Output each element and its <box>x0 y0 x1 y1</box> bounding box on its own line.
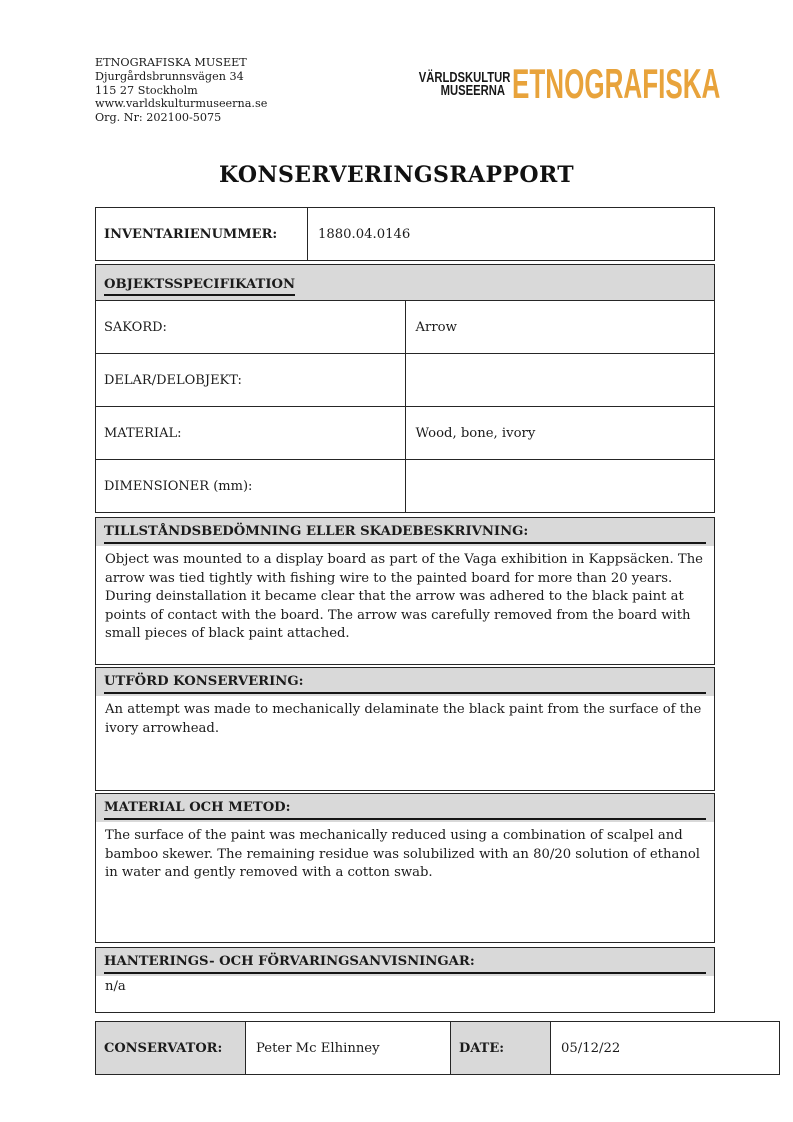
table-row <box>96 208 715 261</box>
condition-section-header: TILLSTÅNDSBEDÖMNING ELLER SKADEBESKRIVNING: <box>104 524 706 544</box>
address-line: Djurgårdsbrunnsvägen 34 <box>95 69 244 83</box>
conservator-table <box>95 1021 780 1075</box>
report-form <box>95 207 715 1075</box>
section-handling-storage <box>95 947 715 1013</box>
table-row <box>96 265 715 301</box>
object-specification-header-cell <box>96 265 715 301</box>
section-condition <box>95 517 715 665</box>
address-line: 115 27 Stockholm <box>95 83 198 97</box>
treatment-section-header: UTFÖRD KONSERVERING: <box>104 674 706 694</box>
date-value: 05/12/22 <box>551 1022 780 1075</box>
sender-address <box>95 56 267 125</box>
table-row <box>96 354 715 407</box>
address-line: Org. Nr: 202100-5075 <box>95 111 222 125</box>
logo-wordmark: ETNOGRAFISKA <box>512 60 721 107</box>
address-line: www.varldskulturmuseerna.se <box>95 97 268 111</box>
logo-museerna-text: MUSEERNA <box>440 82 505 99</box>
handling-storage-section-body: n/a <box>105 979 126 994</box>
dimensioner-label: DIMENSIONER (mm): <box>96 460 406 513</box>
material-method-section-body: The surface of the paint was mechanically reduced using a combination of scalpel and bamboo skewer. The remaining residue was solubilized with an 80/20 solution of ethanol in water and gently removed with a cotton swab. <box>105 828 700 881</box>
object-specification-table <box>95 264 715 513</box>
object-specification-header: OBJEKTSSPECIFIKATION <box>104 277 295 296</box>
handling-storage-section-header: HANTERINGS- OCH FÖRVARINGSANVISNINGAR: <box>104 954 706 974</box>
conservator-value: Peter Mc Elhinney <box>246 1022 451 1075</box>
sakord-label: SAKORD: <box>96 301 406 354</box>
inventory-table <box>95 207 715 261</box>
museum-logo <box>418 60 721 107</box>
logo-museerna-block <box>418 68 511 99</box>
condition-section-body: Object was mounted to a display board as part of the Vaga exhibition in Kappsäcken. The arrow was tied tightly with fishing wire to the painted board for more than 20 years. During deinstallation it became clear that the arrow was adhered to the black paint at points of contact with the board. The arrow was carefully removed from the board with small pieces of black paint attached. <box>105 552 703 642</box>
treatment-section-body: An attempt was made to mechanically delaminate the black paint from the surface of the ivory arrowhead. <box>105 702 702 736</box>
material-method-section-header: MATERIAL OCH METOD: <box>104 800 706 820</box>
delar-delobjekt-label: DELAR/DELOBJEKT: <box>96 354 406 407</box>
material-label: MATERIAL: <box>96 407 406 460</box>
material-value: Wood, bone, ivory <box>405 407 715 460</box>
inventory-number-value: 1880.04.0146 <box>308 208 715 261</box>
inventory-number-label: INVENTARIENUMMER: <box>96 208 308 261</box>
date-label: DATE: <box>451 1022 551 1075</box>
delar-delobjekt-value <box>405 354 715 407</box>
table-row <box>96 460 715 513</box>
table-row <box>96 1022 780 1075</box>
dimensioner-value <box>405 460 715 513</box>
section-treatment <box>95 667 715 791</box>
conservator-label: CONSERVATOR: <box>96 1022 246 1075</box>
page-title: KONSERVERINGSRAPPORT <box>218 162 575 188</box>
section-material-method <box>95 793 715 943</box>
address-line: ETNOGRAFISKA MUSEET <box>95 56 247 69</box>
sakord-value: Arrow <box>405 301 715 354</box>
logo-varldskultur-text: VÄRLDSKULTUR <box>418 68 511 86</box>
table-row <box>96 407 715 460</box>
table-row <box>96 301 715 354</box>
